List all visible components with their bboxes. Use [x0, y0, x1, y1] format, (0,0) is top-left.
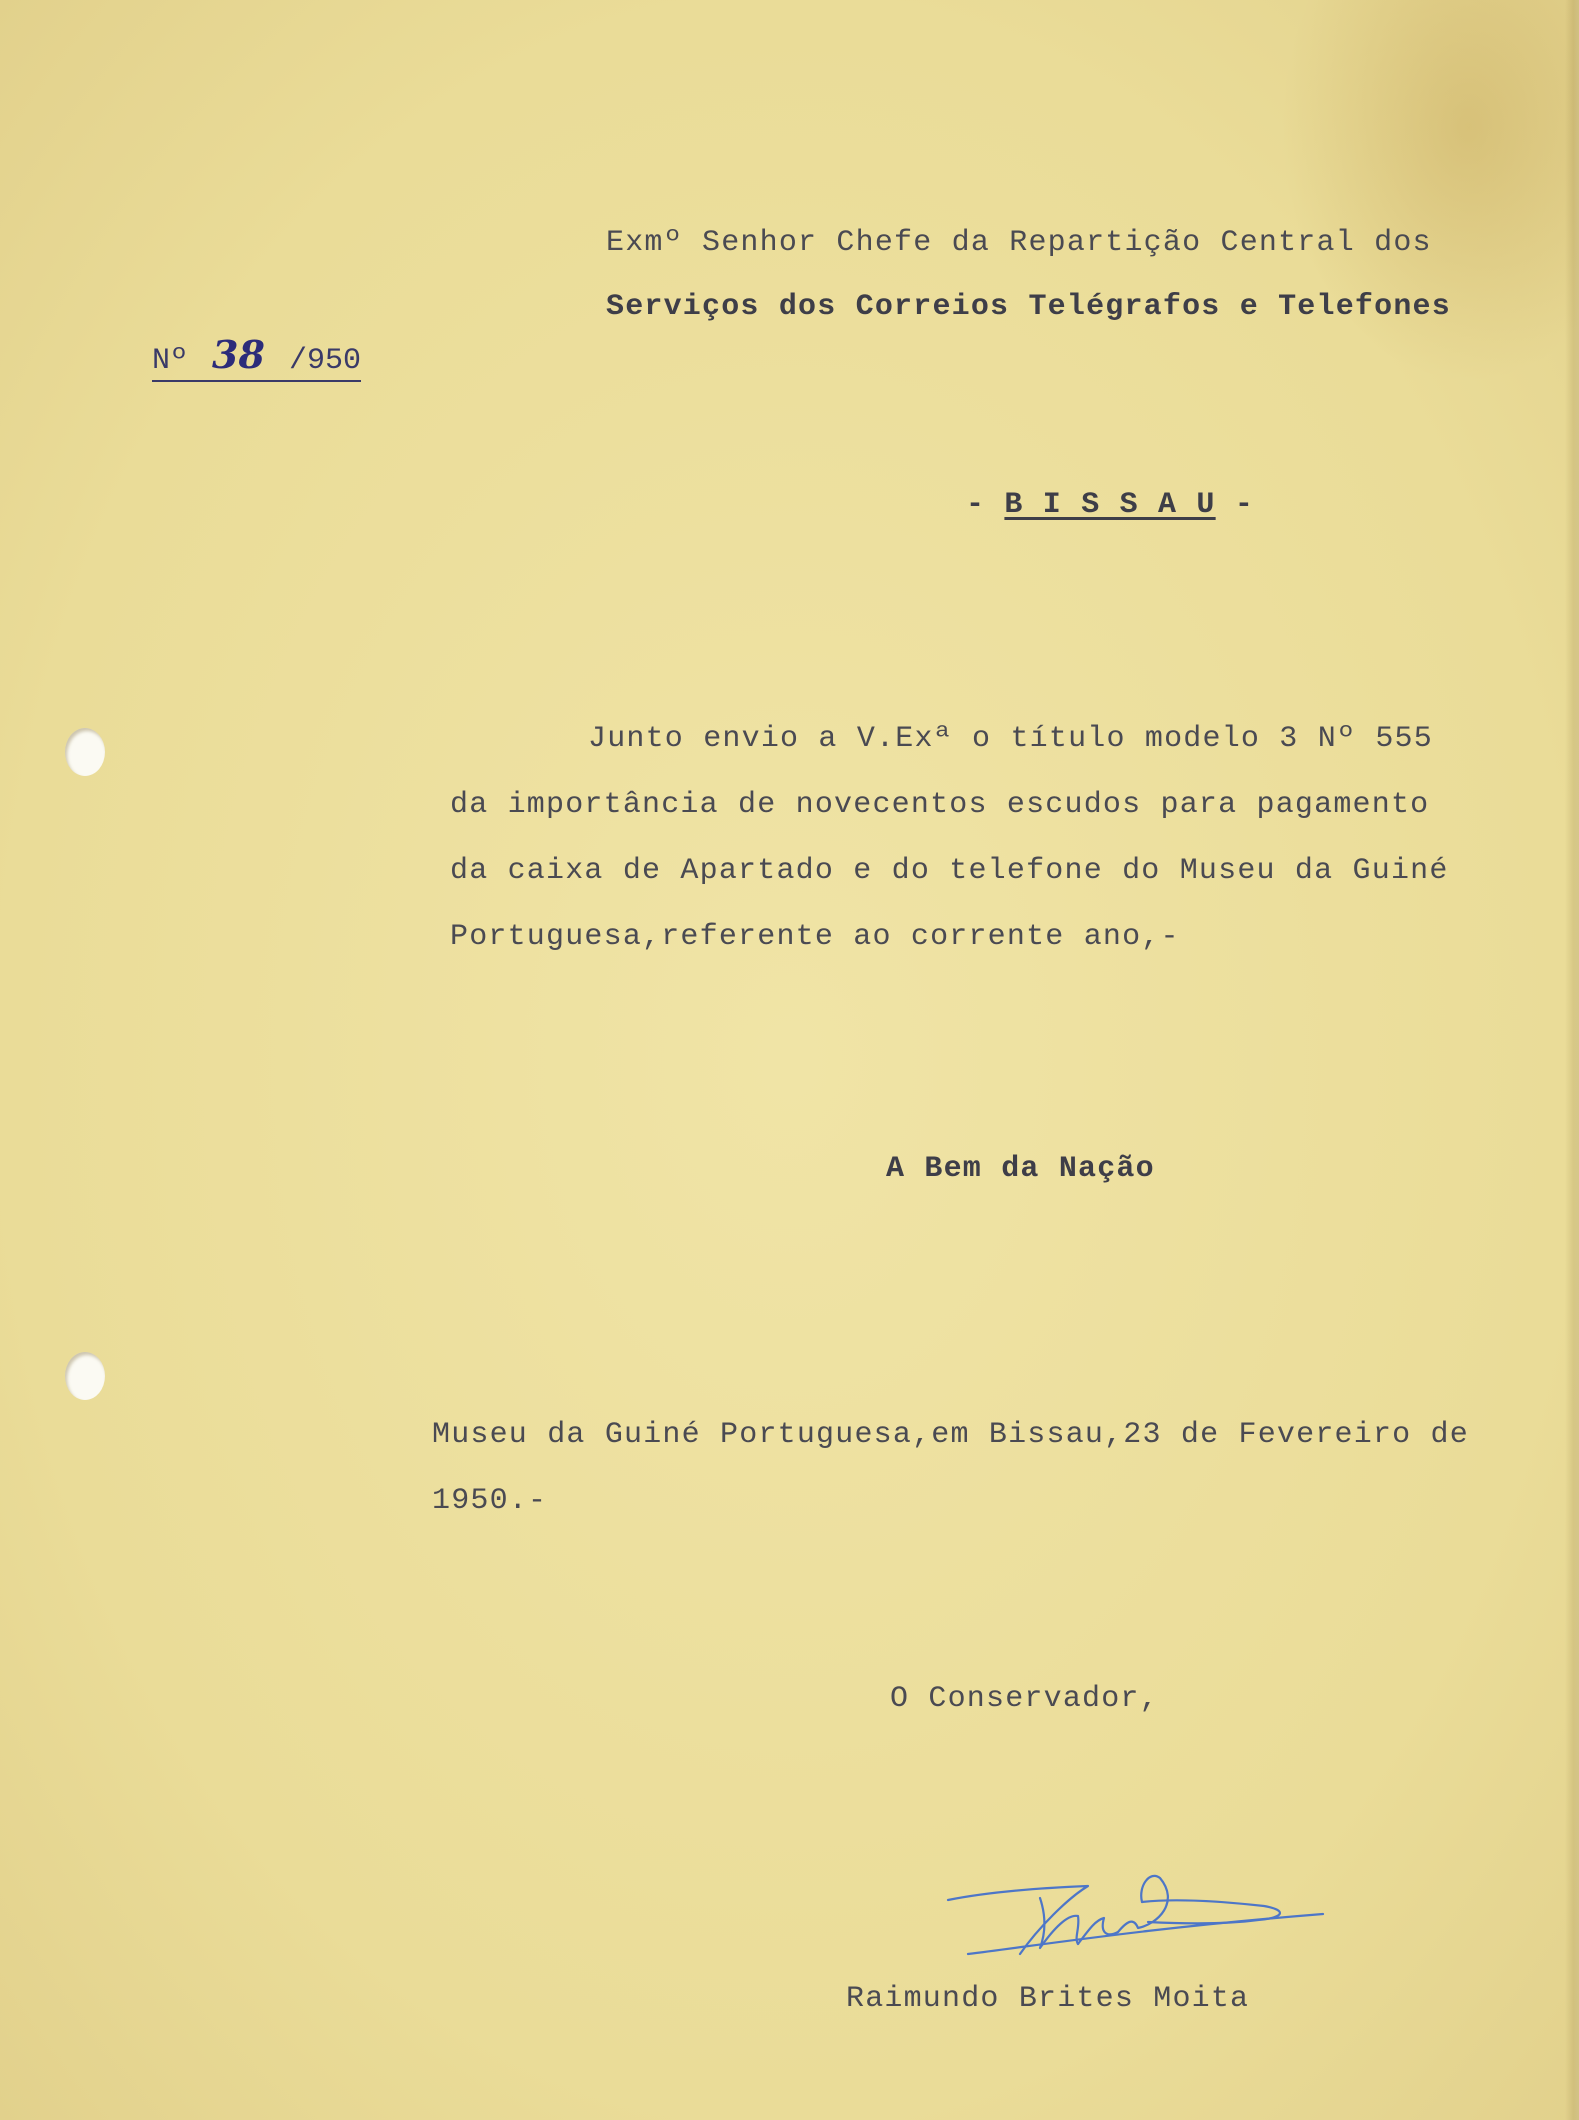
paper-edge-shadow	[1565, 0, 1579, 2120]
city-dash-left: -	[966, 488, 986, 522]
body-line-4: Portuguesa,referente ao corrente ano,-	[450, 920, 1180, 954]
city-heading	[966, 488, 1254, 522]
salutation: A Bem da Nação	[886, 1152, 1155, 1186]
punch-hole-bottom	[65, 1352, 105, 1400]
body-line-2: da importância de novecentos escudos para pagamento	[450, 788, 1430, 822]
punch-hole-top	[65, 728, 105, 776]
city-name: B I S S A U	[1004, 488, 1216, 522]
city-dash-right: -	[1234, 488, 1255, 522]
reference-handwritten-number: 38	[212, 332, 265, 377]
addressee-line-1: Exmº Senhor Chefe da Repartição Central dos	[606, 226, 1432, 260]
reference-prefix: Nº	[152, 344, 189, 378]
place-date-line-1: Museu da Guiné Portuguesa,em Bissau,23 de Fevereiro de	[432, 1418, 1469, 1452]
reference-number	[152, 332, 361, 382]
signatory-name: Raimundo Brites Moita	[846, 1982, 1250, 2016]
reference-year: /950	[288, 344, 361, 378]
signoff: O Conservador,	[890, 1682, 1159, 1716]
body-line-3: da caixa de Apartado e do telefone do Museu da Guiné	[450, 854, 1449, 888]
body-line-1: Junto envio a V.Exª o título modelo 3 Nº 555	[588, 722, 1433, 756]
place-date-line-2: 1950.-	[432, 1484, 548, 1518]
addressee-line-2: Serviços dos Correios Telégrafos e Telefones	[606, 290, 1451, 324]
handwritten-signature	[928, 1858, 1328, 1968]
